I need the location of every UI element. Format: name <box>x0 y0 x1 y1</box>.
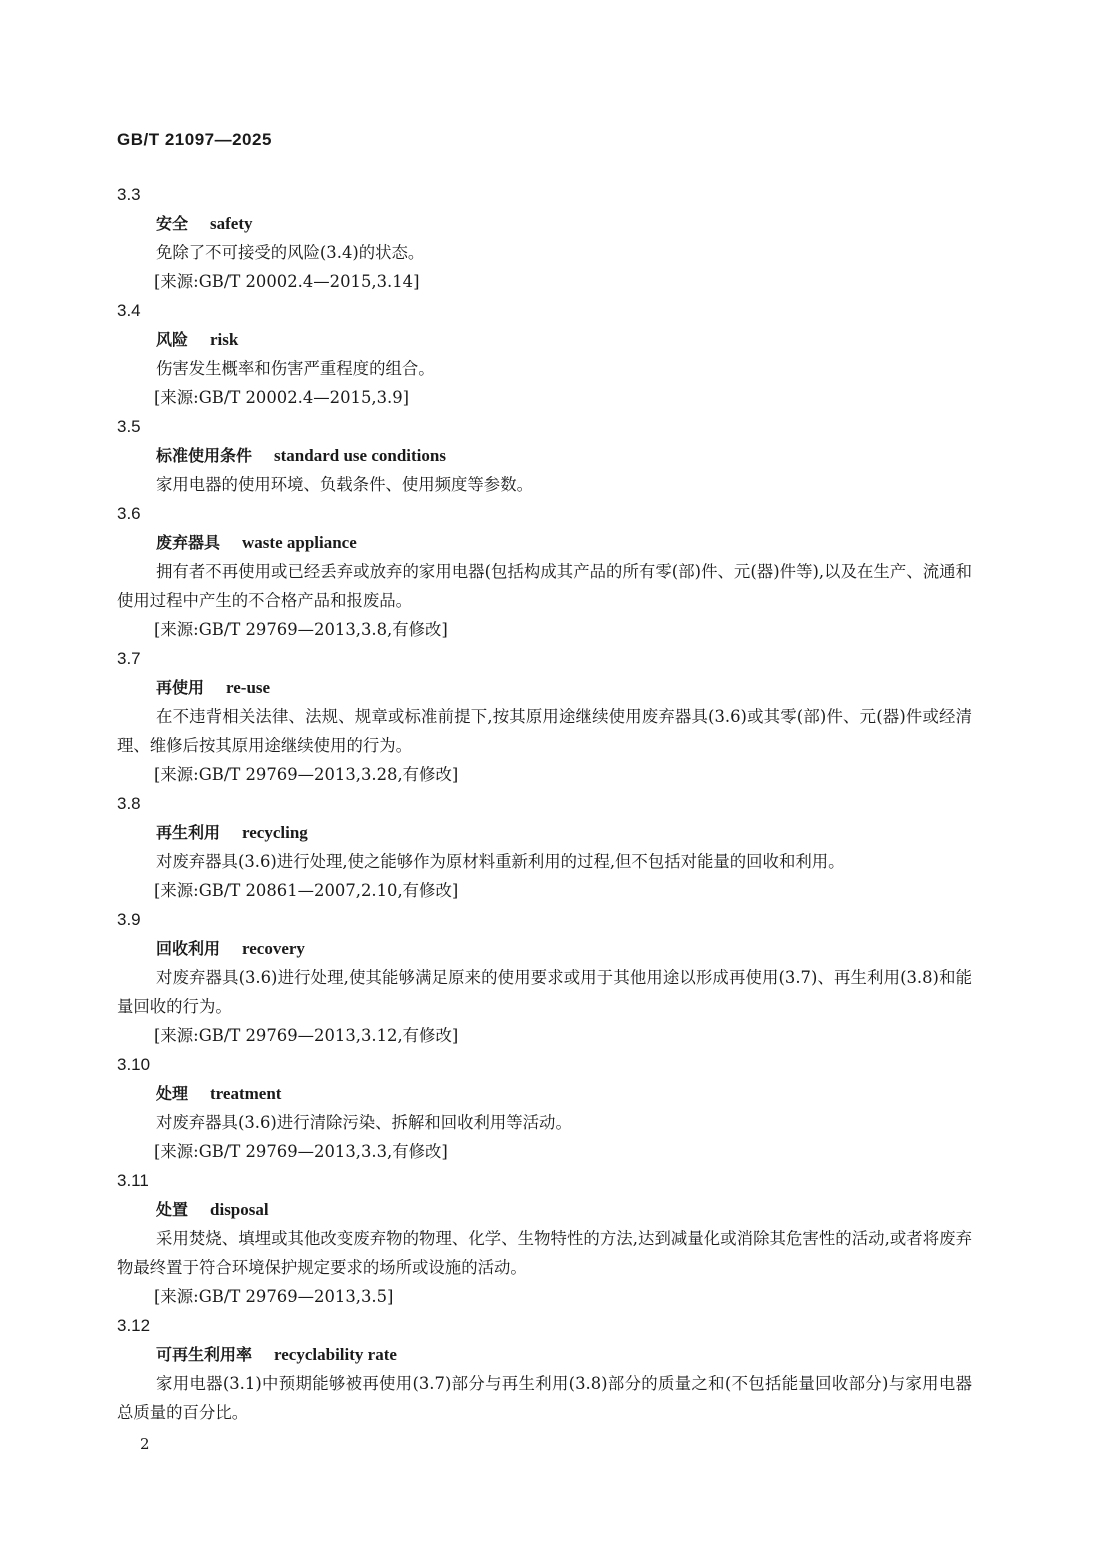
term-entry-3-4 <box>117 296 972 412</box>
term-definition: 伤害发生概率和伤害严重程度的组合。 <box>156 359 435 378</box>
term-definition: 在不违背相关法律、法规、规章或标准前提下,按其原用途继续使用废弃器具(3.6)或其零(部)件、元(器)件或经清理、维修后按其原用途继续使用的行为。 <box>117 707 972 755</box>
term-en: risk <box>210 330 239 349</box>
term-zh: 再使用 <box>156 678 205 697</box>
term-zh: 处置 <box>156 1200 189 1219</box>
term-entry-3-5 <box>117 412 972 499</box>
term-title <box>117 441 972 470</box>
term-definition: 拥有者不再使用或已经丢弃或放弃的家用电器(包括构成其产品的所有零(部)件、元(器)件等),以及在生产、流通和使用过程中产生的不合格产品和报废品。 <box>117 562 972 610</box>
term-zh: 回收利用 <box>156 939 221 958</box>
term-en: standard use conditions <box>274 446 446 465</box>
term-zh: 再生利用 <box>156 823 221 842</box>
term-title <box>117 934 972 963</box>
term-source: [来源:GB/T 20861—2007,2.10,有修改] <box>154 881 459 900</box>
term-zh: 废弃器具 <box>156 533 221 552</box>
clause-number: 3.4 <box>117 301 141 320</box>
term-definition: 对废弃器具(3.6)进行清除污染、拆解和回收利用等活动。 <box>156 1113 572 1132</box>
term-source: [来源:GB/T 29769—2013,3.8,有修改] <box>154 620 448 639</box>
term-definition: 免除了不可接受的风险(3.4)的状态。 <box>156 243 425 262</box>
term-en: treatment <box>210 1084 282 1103</box>
page-number: 2 <box>140 1435 150 1453</box>
terms-list <box>117 180 972 1427</box>
term-zh: 标准使用条件 <box>156 446 253 465</box>
term-zh: 安全 <box>156 214 189 233</box>
term-title <box>117 528 972 557</box>
term-en: recovery <box>242 939 305 958</box>
term-source: [来源:GB/T 29769—2013,3.28,有修改] <box>154 765 459 784</box>
term-source: [来源:GB/T 29769—2013,3.5] <box>154 1287 394 1306</box>
term-en: re-use <box>226 678 271 697</box>
term-title <box>117 1079 972 1108</box>
clause-number: 3.10 <box>117 1055 151 1074</box>
term-zh: 处理 <box>156 1084 189 1103</box>
term-title <box>117 1195 972 1224</box>
term-entry-3-11 <box>117 1166 972 1311</box>
term-entry-3-7 <box>117 644 972 789</box>
clause-number: 3.5 <box>117 417 141 436</box>
term-title <box>117 325 972 354</box>
term-title <box>117 1340 972 1369</box>
term-en: recycling <box>242 823 308 842</box>
term-source: [来源:GB/T 29769—2013,3.12,有修改] <box>154 1026 459 1045</box>
clause-number: 3.6 <box>117 504 141 523</box>
term-en: disposal <box>210 1200 269 1219</box>
term-source: [来源:GB/T 20002.4—2015,3.14] <box>154 272 420 291</box>
term-title <box>117 673 972 702</box>
clause-number: 3.3 <box>117 185 141 204</box>
term-entry-3-8 <box>117 789 972 905</box>
term-en: safety <box>210 214 253 233</box>
term-entry-3-6 <box>117 499 972 644</box>
term-zh: 风险 <box>156 330 189 349</box>
clause-number: 3.9 <box>117 910 141 929</box>
term-entry-3-12 <box>117 1311 972 1427</box>
term-title <box>117 209 972 238</box>
term-definition: 对废弃器具(3.6)进行处理,使其能够满足原来的使用要求或用于其他用途以形成再使用(3.7)、再生利用(3.8)和能量回收的行为。 <box>117 968 972 1016</box>
clause-number: 3.8 <box>117 794 141 813</box>
term-entry-3-9 <box>117 905 972 1050</box>
term-entry-3-10 <box>117 1050 972 1166</box>
term-definition: 家用电器的使用环境、负载条件、使用频度等参数。 <box>156 475 533 494</box>
standard-code-header: GB/T 21097—2025 <box>117 130 272 149</box>
term-definition: 采用焚烧、填埋或其他改变废弃物的物理、化学、生物特性的方法,达到减量化或消除其危害性的活动,或者将废弃物最终置于符合环境保护规定要求的场所或设施的活动。 <box>117 1229 972 1277</box>
term-en: recyclability rate <box>274 1345 397 1364</box>
term-definition: 家用电器(3.1)中预期能够被再使用(3.7)部分与再生利用(3.8)部分的质量之和(不包括能量回收部分)与家用电器总质量的百分比。 <box>117 1374 972 1422</box>
term-title <box>117 818 972 847</box>
clause-number: 3.7 <box>117 649 141 668</box>
term-zh: 可再生利用率 <box>156 1345 253 1364</box>
clause-number: 3.11 <box>117 1171 149 1190</box>
term-entry-3-3 <box>117 180 972 296</box>
term-source: [来源:GB/T 29769—2013,3.3,有修改] <box>154 1142 448 1161</box>
clause-number: 3.12 <box>117 1316 151 1335</box>
term-definition: 对废弃器具(3.6)进行处理,使之能够作为原材料重新利用的过程,但不包括对能量的回收和利用。 <box>156 852 845 871</box>
term-en: waste appliance <box>242 533 357 552</box>
term-source: [来源:GB/T 20002.4—2015,3.9] <box>154 388 410 407</box>
